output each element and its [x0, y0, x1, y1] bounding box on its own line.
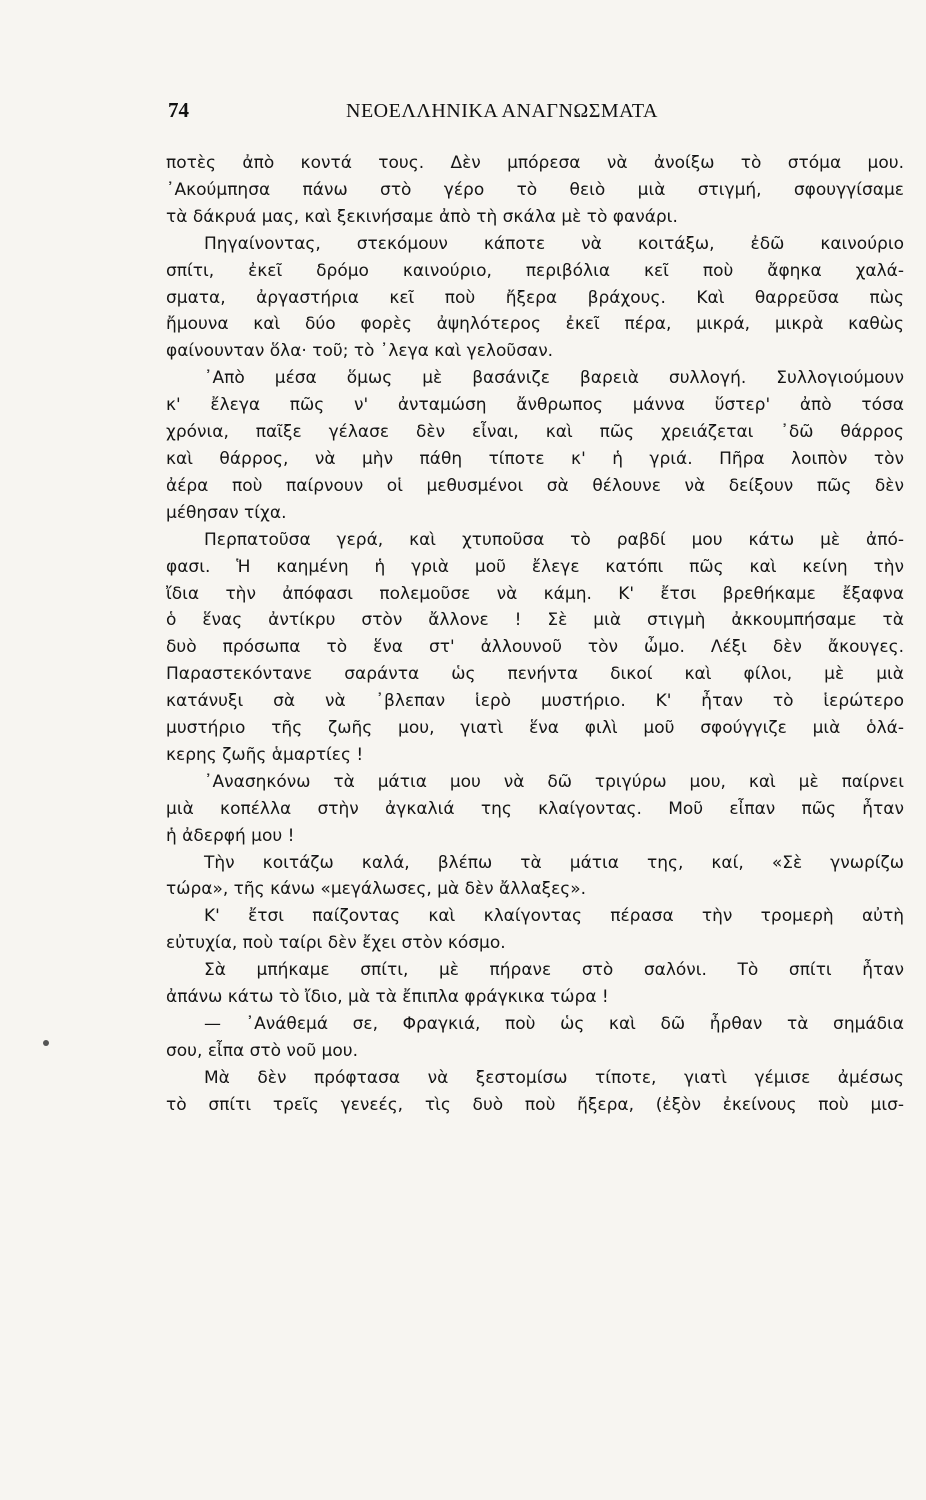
running-head: ΝΕΟΕΛΛΗΝΙΚΑ ΑΝΑΓΝΩΣΜΑΤΑ — [346, 100, 658, 122]
page-header — [168, 98, 738, 128]
text-line: δυὸ πρόσωπα τὸ ἕνα στ' ἀλλουνοῦ τὸν ὦμο. Λέξι δὲν ἄκουγες. — [166, 637, 904, 658]
body-text — [166, 150, 904, 1119]
text-line: ἡ ἀδερφή μου ! — [166, 825, 295, 846]
text-line: ἀπάνω κάτω τὸ ἴδιο, μὰ τὰ ἔπιπλα φράγκικα τώρα ! — [166, 987, 609, 1008]
text-line: ἤμουνα καὶ δύο φορὲς ἀψηλότερος ἐκεῖ πέρα, μικρά, μικρὰ καθὼς — [166, 314, 904, 335]
text-line: εὐτυχία, ποὺ ταίρι δὲν ἔχει στὸν κόσμο. — [166, 933, 506, 954]
text-line: ὁ ἕνας ἀντίκρυ στὸν ἄλλονε ! Σὲ μιὰ στιγμὴ ἀκκουμπήσαμε τὰ — [166, 610, 904, 631]
text-line: ἀέρα ποὺ παίρνουν οἱ μεθυσμένοι σὰ θέλουνε νὰ δείξουν πῶς δὲν — [166, 475, 904, 496]
text-line: Τὴν κοιτάζω καλά, βλέπω τὰ μάτια της, καί, «Σὲ γνωρίζω — [204, 852, 904, 873]
text-line: ᾿Ανασηκόνω τὰ μάτια μου νὰ δῶ τριγύρω μου, καὶ μὲ παίρνει — [204, 771, 904, 792]
text-line: ᾿Ακούμπησα πάνω στὸ γέρο τὸ θειὸ μιὰ στιγμή, σφουγγίσαμε — [166, 179, 904, 200]
text-line: χρόνια, παῖξε γέλασε δὲν εἶναι, καὶ πῶς χρειάζεται ᾽δῶ θάρρος — [166, 422, 904, 443]
text-line: Περπατοῦσα γερά, καὶ χτυποῦσα τὸ ραβδί μου κάτω μὲ ἀπό- — [204, 529, 904, 550]
text-line: ᾿Απὸ μέσα ὅμως μὲ βασάνιζε βαρειὰ συλλογή. Συλλογιούμουν — [204, 368, 904, 389]
text-line: μυστήριο τῆς ζωῆς μου, γιατὶ ἕνα φιλὶ μοῦ σφούγγιζε μιὰ ὁλά- — [166, 718, 904, 739]
text-line: Παραστεκόντανε σαράντα ὡς πενήντα δικοί καὶ φίλοι, μὲ μιὰ — [166, 664, 904, 685]
text-line: τώρα», τῆς κάνω «μεγάλωσες, μὰ δὲν ἄλλαξες». — [166, 879, 587, 900]
text-line: καὶ θάρρος, νὰ μὴν πάθη τίποτε κ' ἡ γριά. Πῆρα λοιπὸν τὸν — [166, 448, 904, 469]
text-line: φασι. Ἡ καημένη ἡ γριὰ μοῦ ἔλεγε κατόπι πῶς καὶ κείνη τὴν — [166, 556, 904, 577]
text-line: ποτὲς ἀπὸ κοντά τους. Δὲν μπόρεσα νὰ ἀνοίξω τὸ στόμα μου. — [166, 153, 904, 173]
text-line: κερης ζωῆς ἁμαρτίες ! — [166, 744, 364, 765]
text-line: φαίνουνταν ὅλα· τοῦ; τὸ ᾿λεγα καὶ γελοῦσαν. — [166, 341, 554, 362]
page-number: 74 — [168, 98, 189, 122]
text-line: τὰ δάκρυά μας, καὶ ξεκινήσαμε ἀπὸ τὴ σκάλα μὲ τὸ φανάρι. — [166, 206, 678, 227]
text-line: τὸ σπίτι τρεῖς γενεές, τὶς δυὸ ποὺ ἤξερα, (ἐξὸν ἐκείνους ποὺ μισ- — [166, 1094, 904, 1115]
text-line: Κ' ἔτσι παίζοντας καὶ κλαίγοντας πέρασα τὴν τρομερὴ αὐτὴ — [204, 906, 904, 927]
text-line: σου, εἶπα στὸ νοῦ μου. — [166, 1040, 359, 1061]
text-line: Μὰ δὲν πρόφτασα νὰ ξεστομίσω τίποτε, γιατὶ γέμισε ἀμέσως — [204, 1067, 904, 1088]
text-line: ἴδια τὴν ἀπόφασι πολεμοῦσε νὰ κάμη. Κ' ἔτσι βρεθήκαμε ἔξαφνα — [166, 583, 904, 604]
text-line: κατάνυξι σὰ νὰ ᾽βλεπαν ἱερὸ μυστήριο. Κ' ἦταν τὸ ἱερώτερο — [166, 691, 904, 712]
text-line: Σὰ μπήκαμε σπίτι, μὲ πήρανε στὸ σαλόνι. Τὸ σπίτι ἦταν — [204, 960, 904, 981]
margin-mark — [43, 1040, 49, 1046]
text-line: μιὰ κοπέλλα στὴν ἀγκαλιά της κλαίγοντας. Μοῦ εἶπαν πῶς ἦταν — [166, 798, 904, 819]
text-line: σματα, ἀργαστήρια κεῖ ποὺ ἤξερα βράχους. Καὶ θαρρεῦσα πὼς — [166, 287, 904, 308]
text-line: — ᾿Ανάθεμά σε, Φραγκιά, ποὺ ὡς καὶ δῶ ἦρθαν τὰ σημάδια — [204, 1014, 904, 1034]
text-line: κ' ἔλεγα πῶς ν' ἀνταμώση ἄνθρωπος μάννα ὕστερ' ἀπὸ τόσα — [166, 395, 904, 416]
text-line: Πηγαίνοντας, στεκόμουν κάποτε νὰ κοιτάξω, ἐδῶ καινούριο — [204, 233, 904, 254]
text-line: σπίτι, ἐκεῖ δρόμο καινούριο, περιβόλια κεῖ ποὺ ἄφηκα χαλά- — [166, 260, 904, 281]
text-line: μέθησαν τίχα. — [166, 502, 287, 523]
